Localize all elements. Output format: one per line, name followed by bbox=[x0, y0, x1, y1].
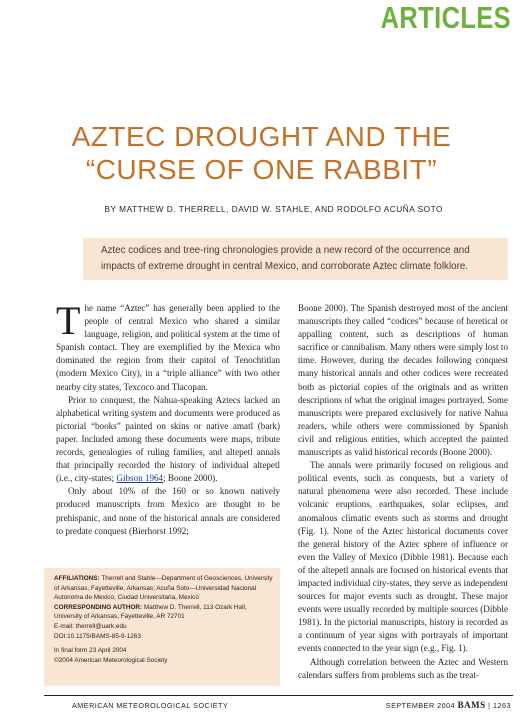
byline: BY MATTHEW D. THERRELL, DAVID W. STAHLE, AND RODOLFO ACUÑA SOTO bbox=[104, 204, 443, 214]
citation-tail: ; Boone 2000). bbox=[163, 473, 218, 484]
corresponding-author-label: CORRESPONDING AUTHOR: bbox=[54, 603, 143, 611]
copyright: ©2004 American Meteorological Society bbox=[54, 656, 168, 664]
footer-date: SEPTEMBER 2004 bbox=[385, 701, 456, 710]
doi: DOI:10.1175/BAMS-85-9-1263 bbox=[54, 632, 141, 640]
affiliations-box bbox=[44, 568, 280, 686]
abstract-box bbox=[83, 238, 508, 280]
article-title bbox=[0, 120, 523, 186]
email: E-mail: therrell@uark.edu bbox=[54, 622, 127, 630]
affiliations bbox=[54, 574, 274, 603]
paragraph-1-text: he name “Aztec” has generally been applied to the people of central Mexico who shared a similar language, religion, and political system at the time of Spanish contact. They are exemplified by the Mexica who dominated the region from their capitol of Tenochtitlan (modern Mexico City), in a “triple alliance” with two other nearby city states, Texcoco and Tlacopan. bbox=[56, 303, 280, 392]
section-label: ARTICLES bbox=[380, 0, 511, 35]
page-number: | 1263 bbox=[488, 701, 511, 710]
title-line-2: “CURSE OF ONE RABBIT” bbox=[85, 154, 438, 185]
abstract-text: Aztec codices and tree-ring chronologies provide a new record of the occurrence and impacts of extreme drought in central Mexico, and corroborate Aztec climate folklore. bbox=[101, 245, 470, 272]
paragraph-6: Although correlation between the Aztec and Western calendars suffers from problems such as the treat- bbox=[298, 656, 508, 680]
corresponding-author-text: Matthew D. Therrell, 113 Ozark Hall, University of Arkansas, Fayetteville, AR 72701 bbox=[54, 603, 247, 621]
citation-link[interactable]: Gibson 1964 bbox=[116, 473, 164, 484]
drop-cap: T bbox=[56, 298, 81, 343]
corresponding-author bbox=[54, 603, 274, 622]
paragraph-5: The annals were primarily focused on religious and political events, such as conquests, but a variety of natural phenomena were also recorded. These include volcanic eruptions, earthquakes, solar eclipses, and anomalous climatic events such as storms and drought (Fig. 1). None of the Aztec historical documents cover the general history of the Aztec sphere of influence or even the Valley of Mexico (Dibble 1981). Because each of the altepetl annals are focused on historical events that impacted individual city-states, they serve as independent sources for major events such as drought. These major events were usually recorded by multiple sources (Dibble 1981). In the pictorial manuscripts, history is recorded as a continuum of year signs with portrayals of important events connected to the year sign (e.g., Fig. 1). bbox=[298, 460, 508, 654]
paragraph-3: Only about 10% of the 160 or so known natively produced manuscripts from Mexico are thought to be prehispanic, and none of the historical annals are considered to predate conquest (Bierhorst 1992; bbox=[56, 486, 280, 536]
received-date: In final form 23 April 2004 bbox=[54, 647, 127, 655]
paragraph-1 bbox=[56, 298, 280, 394]
paragraph-4: Boone 2000). The Spanish destroyed most of the ancient manuscripts they called “codices” because of heretical or appalling content, such as descriptions of human sacrifice or cannibalism. Many others were simply lost to time. However, during the decades following conquest many historical annals and other codices were recreated both as pictorial copies of the originals and as written descriptions of what the original images portrayed. Some manuscripts were prepared exclusively for native Nahua readers, while others were commissioned by Spanish civil and religious entities, which accepted the painted manuscripts as valid historical records (Boone 2000). bbox=[298, 303, 508, 458]
body-column-right bbox=[298, 302, 508, 682]
footer-issue bbox=[386, 700, 511, 710]
body-column-left bbox=[56, 298, 280, 538]
journal-logo: BAMS bbox=[457, 700, 486, 710]
affiliations-label: AFFILIATIONS: bbox=[54, 575, 100, 582]
affiliations-text: Therrell and Stahle—Department of Geosciences, University of Arkansas, Fayetteville, Arkansas; Acuña Soto—Universidad Nacional Autonoma de Mexico, Ciudad Universitaria, Mexico bbox=[54, 575, 273, 602]
paragraph-2-text: Prior to conquest, the Nahua-speaking Aztecs lacked an alphabetical writing system and documents were produced as pictorial “books” painted on skins or native amatl (bark) paper. Included among these documents were maps, tribute records, genealogies of ruling families, and altepetl annals that principally recorded the history of individual altepetl (i.e., city-states; bbox=[56, 394, 280, 484]
footer-rule bbox=[44, 695, 513, 696]
page-footer bbox=[0, 695, 523, 717]
title-line-1: AZTEC DROUGHT AND THE bbox=[71, 121, 452, 152]
paragraph-2 bbox=[56, 394, 280, 486]
footer-society: AMERICAN METEOROLOGICAL SOCIETY bbox=[72, 701, 229, 710]
